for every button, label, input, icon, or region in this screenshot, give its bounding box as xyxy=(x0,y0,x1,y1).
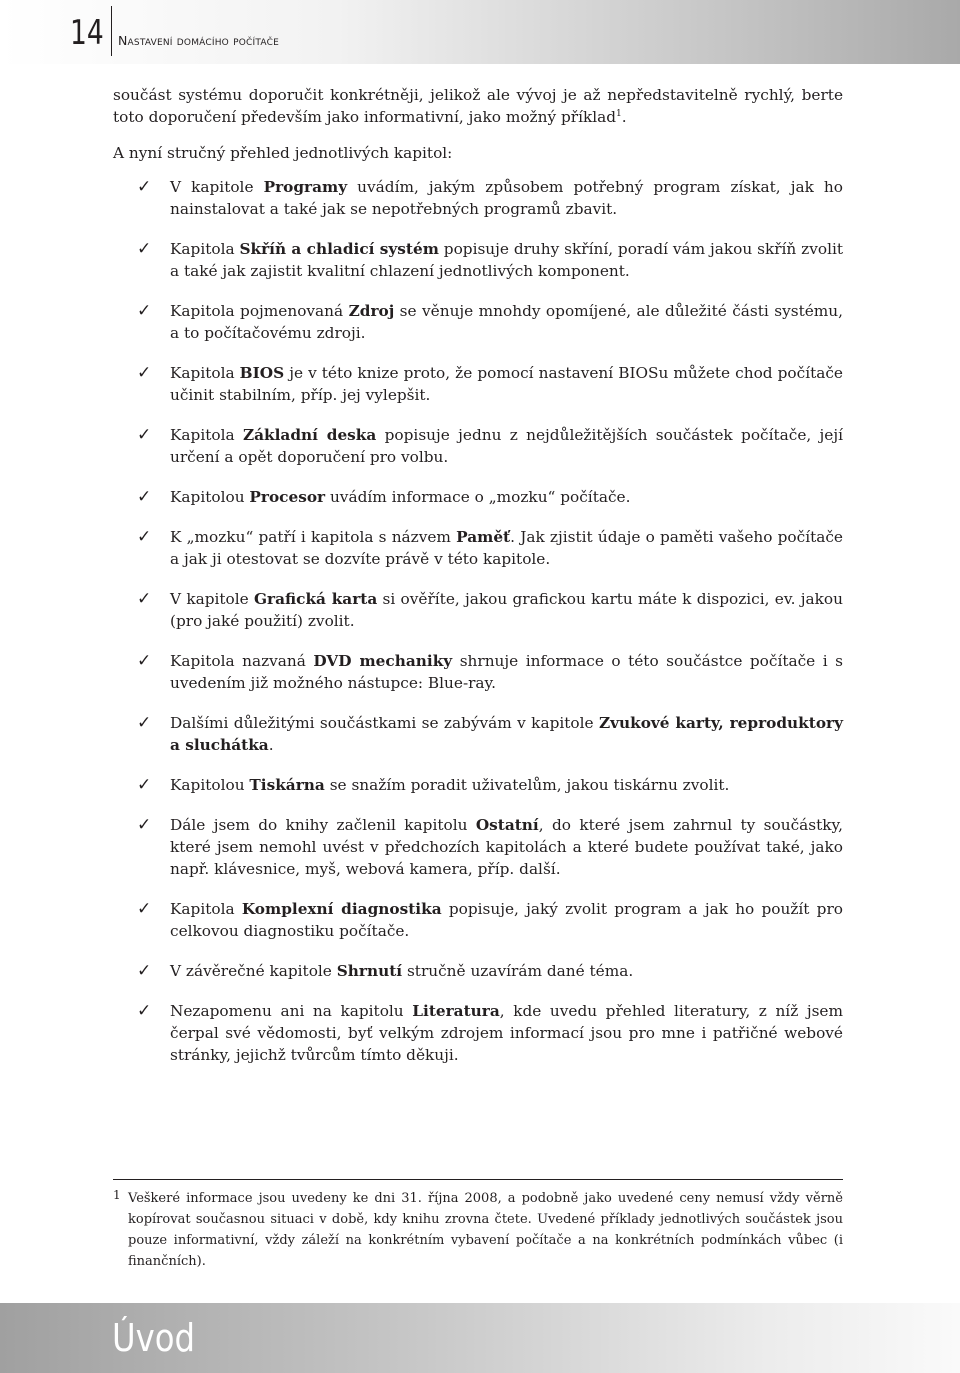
intro-tail: . xyxy=(621,108,627,126)
section-title: Úvod xyxy=(112,1316,196,1360)
check-mark-icon: ✓ xyxy=(137,899,152,919)
footnote-reference: 1 xyxy=(616,108,622,119)
list-item: ✓ Kapitola BIOS je v této knize proto, že pomocí nastavení BIOSu můžete chod počítače učinit stabilním, příp. jej vylepšit. xyxy=(137,363,843,404)
check-mark-icon: ✓ xyxy=(137,651,152,671)
check-mark-icon: ✓ xyxy=(137,487,152,507)
list-item: ✓ Kapitolou Tiskárna se snažím poradit uživatelům, jakou tiskárnu zvolit. xyxy=(137,775,730,795)
check-mark-icon: ✓ xyxy=(137,425,152,445)
list-item: ✓ Kapitola Základní deska popisuje jednu z nejdůležitějších součástek počítače, její určení a opět doporučení pro volbu. xyxy=(137,425,843,466)
list-item: ✓ Kapitolou Procesor uvádím informace o „mozku“ počítače. xyxy=(137,487,631,507)
list-item: ✓ Dalšími důležitými součástkami se zabývám v kapitole Zvukové karty, reproduktory a sluchátka. xyxy=(137,713,843,754)
list-item: ✓ Kapitola pojmenovaná Zdroj se věnuje mnohdy opomíjené, ale důležité části systému, a to počítačovému zdroji. xyxy=(137,301,843,342)
check-mark-icon: ✓ xyxy=(137,713,152,733)
list-item: ✓ Kapitola Komplexní diagnostika popisuje, jaký zvolit program a jak ho použít pro celkovou diagnostiku počítače. xyxy=(137,899,843,940)
list-item: ✓ V kapitole Programy uvádím, jakým způsobem potřebný program získat, jak ho nainstalovat a také jak se nepotřebných programů zbavit. xyxy=(137,177,843,218)
check-mark-icon: ✓ xyxy=(137,301,152,321)
list-item: ✓ V závěrečné kapitole Shrnutí stručně uzavírám dané téma. xyxy=(137,961,634,981)
check-mark-icon: ✓ xyxy=(137,527,152,547)
check-mark-icon: ✓ xyxy=(137,363,152,383)
list-item: ✓ Kapitola nazvaná DVD mechaniky shrnuje informace o této součástce počítače i s uvedením již možného nástupce: Blue-ray. xyxy=(137,651,843,692)
running-head: Nastavení domácího počítače xyxy=(118,33,279,48)
list-item: ✓ Dále jsem do knihy začlenil kapitolu Ostatní, do které jsem zahrnul ty součástky, které jsem nemohl uvést v předchozích kapitolách a které budete používat také, jako např. klávesnice, myš, webová kamera, příp. další. xyxy=(137,815,843,878)
list-item: ✓ V kapitole Grafická karta si ověříte, jakou grafickou kartu máte k dispozici, ev. jakou (pro jaké použití) zvolit. xyxy=(137,589,843,630)
list-item: ✓ K „mozku“ patří i kapitola s názvem Paměť. Jak zjistit údaje o paměti vašeho počítače a jak ji otestovat se dozvíte právě v této kapitole. xyxy=(137,527,843,568)
header-divider xyxy=(111,6,112,56)
page-footer xyxy=(0,1303,960,1373)
footnote-text: Veškeré informace jsou uvedeny ke dni 31. října 2008, a podobně jako uvedené ceny nemusí vždy věrně kopírovat současnou situaci v době, kdy knihu zrovna čtete. Uvedené příklady jednotlivých součástek jsou pouze informativní, vždy záleží na konkrétním vybavení počítače a na konkrétních podmínkách vůbec (i finančních). xyxy=(128,1191,843,1269)
footnote-number: 1 xyxy=(113,1188,121,1202)
check-mark-icon: ✓ xyxy=(137,815,152,835)
intro-text: součást systému doporučit konkrétněji, jelikož ale vývoj je až nepředstavitelně rychlý, berte toto doporučení především jako informativní, jako možný příklad xyxy=(113,86,843,126)
check-mark-icon: ✓ xyxy=(137,239,152,259)
page-header xyxy=(0,0,960,64)
list-item: ✓ Nezapomenu ani na kapitolu Literatura, kde uvedu přehled literatury, z níž jsem čerpal své vědomosti, byť velkým zdrojem informací jsou pro mne i patřičné webové stránky, jejichž tvůrcům tímto děkuji. xyxy=(137,1001,843,1064)
overview-line: A nyní stručný přehled jednotlivých kapitol: xyxy=(113,144,453,162)
check-mark-icon: ✓ xyxy=(137,775,152,795)
check-mark-icon: ✓ xyxy=(137,1001,152,1021)
list-item: ✓ Kapitola Skříň a chladicí systém popisuje druhy skříní, poradí vám jakou skříň zvolit a také jak zajistit kvalitní chlazení jednotlivých komponent. xyxy=(137,239,843,280)
check-mark-icon: ✓ xyxy=(137,177,152,197)
chapter-list xyxy=(113,176,843,1066)
page-number: 14 xyxy=(70,13,104,53)
footnote xyxy=(113,1188,843,1272)
intro-paragraph xyxy=(113,84,843,128)
check-mark-icon: ✓ xyxy=(137,589,152,609)
check-mark-icon: ✓ xyxy=(137,961,152,981)
footnote-divider xyxy=(113,1179,843,1180)
main-content xyxy=(113,84,843,1084)
